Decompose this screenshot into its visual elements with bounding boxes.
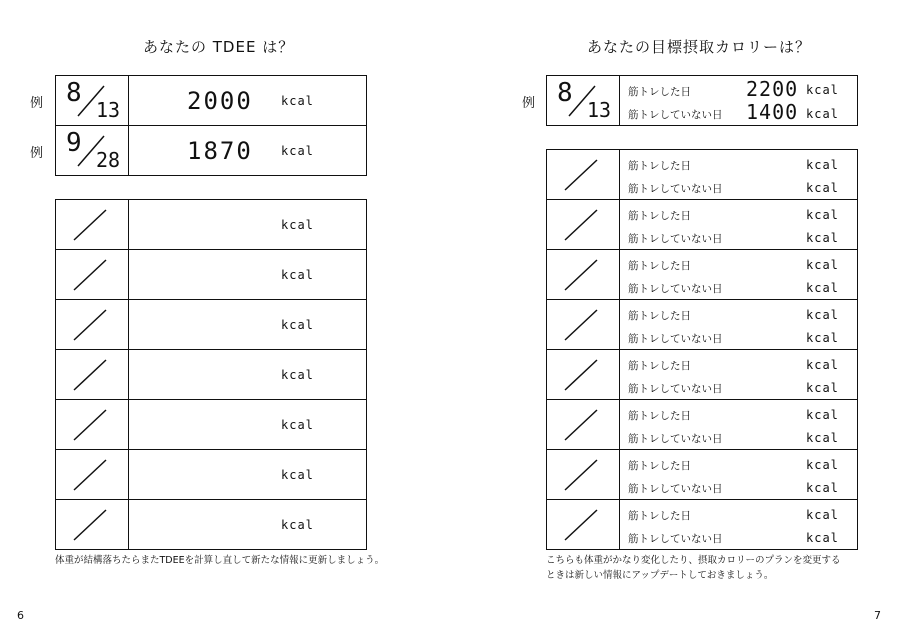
entry-value-cell[interactable]	[620, 200, 858, 250]
date-slash	[70, 356, 110, 392]
tdee-entry-row	[56, 450, 367, 500]
entry-date-cell[interactable]	[547, 400, 620, 450]
kcal-unit: kcal	[806, 107, 839, 121]
entry-date-cell[interactable]	[56, 400, 129, 450]
rest-day-label: 筋トレしていない日	[628, 433, 723, 445]
kcal-unit: kcal	[806, 381, 839, 395]
example-day: 13	[587, 98, 612, 122]
kcal-unit: kcal	[806, 83, 839, 97]
entry-value-cell[interactable]	[129, 300, 367, 350]
kcal-unit: kcal	[281, 94, 314, 108]
kcal-unit: kcal	[281, 318, 314, 332]
training-day-label: 筋トレした日	[628, 86, 691, 98]
training-day-label: 筋トレした日	[628, 410, 691, 422]
entry-date-cell[interactable]	[547, 350, 620, 400]
kcal-unit: kcal	[806, 181, 839, 195]
left-note: 体重が結構落ちたらまたTDEEを計算し直して新たな情報に更新しましょう。	[55, 555, 385, 566]
target-entry-row	[547, 350, 858, 400]
entry-date-cell[interactable]	[547, 150, 620, 200]
entry-value-cell[interactable]	[620, 400, 858, 450]
tdee-entry-row	[56, 350, 367, 400]
kcal-unit: kcal	[806, 408, 839, 422]
tdee-entry-row	[56, 400, 367, 450]
kcal-unit: kcal	[806, 331, 839, 345]
target-entry-row	[547, 300, 858, 350]
page-number-left: 6	[17, 609, 24, 622]
training-day-label: 筋トレした日	[628, 260, 691, 272]
training-day-label: 筋トレした日	[628, 160, 691, 172]
date-slash	[561, 356, 601, 392]
target-entry-table	[546, 149, 858, 550]
kcal-unit: kcal	[281, 268, 314, 282]
example-value-cell	[129, 76, 367, 126]
tdee-entry-table	[55, 199, 367, 550]
date-slash	[70, 306, 110, 342]
example-label: 例	[522, 96, 536, 111]
rest-day-label: 筋トレしていない日	[628, 283, 723, 295]
rest-day-label: 筋トレしていない日	[628, 233, 723, 245]
entry-date-cell[interactable]	[56, 200, 129, 250]
rest-day-label: 筋トレしていない日	[628, 483, 723, 495]
kcal-unit: kcal	[806, 158, 839, 172]
training-day-value: 2200	[746, 77, 799, 101]
example-label: 例	[30, 146, 44, 161]
date-slash	[70, 506, 110, 542]
training-day-label: 筋トレした日	[628, 210, 691, 222]
example-label: 例	[30, 96, 44, 111]
entry-date-cell[interactable]	[547, 500, 620, 550]
example-value-cell	[129, 126, 367, 176]
example-value: 1870	[187, 137, 253, 165]
left-page-title: あなたの TDEE は？	[143, 38, 295, 56]
example-date-cell	[56, 126, 129, 176]
rest-day-label: 筋トレしていない日	[628, 383, 723, 395]
entry-date-cell[interactable]	[56, 300, 129, 350]
target-entry-row	[547, 400, 858, 450]
entry-value-cell[interactable]	[620, 500, 858, 550]
entry-date-cell[interactable]	[56, 450, 129, 500]
target-entry-row	[547, 150, 858, 200]
date-slash	[561, 256, 601, 292]
training-day-label: 筋トレした日	[628, 310, 691, 322]
entry-date-cell[interactable]	[547, 250, 620, 300]
kcal-unit: kcal	[806, 258, 839, 272]
example-day: 28	[96, 148, 121, 172]
training-day-label: 筋トレした日	[628, 510, 691, 522]
kcal-unit: kcal	[806, 508, 839, 522]
rest-day-label: 筋トレしていない日	[628, 109, 723, 121]
entry-value-cell[interactable]	[620, 350, 858, 400]
entry-date-cell[interactable]	[56, 500, 129, 550]
kcal-unit: kcal	[281, 218, 314, 232]
kcal-unit: kcal	[806, 358, 839, 372]
target-entry-row	[547, 250, 858, 300]
date-slash	[561, 306, 601, 342]
entry-value-cell[interactable]	[620, 450, 858, 500]
entry-value-cell[interactable]	[129, 500, 367, 550]
date-slash	[561, 506, 601, 542]
example-date-cell	[547, 76, 620, 126]
entry-value-cell[interactable]	[129, 200, 367, 250]
target-entry-row	[547, 450, 858, 500]
example-month: 9	[66, 128, 82, 158]
date-slash	[70, 256, 110, 292]
entry-value-cell[interactable]	[129, 250, 367, 300]
rest-day-label: 筋トレしていない日	[628, 333, 723, 345]
date-slash	[561, 406, 601, 442]
target-entry-row	[547, 500, 858, 550]
date-slash	[70, 456, 110, 492]
kcal-unit: kcal	[806, 458, 839, 472]
rest-day-label: 筋トレしていない日	[628, 533, 723, 545]
right-page-title: あなたの目標摂取カロリーは？	[587, 38, 812, 56]
date-slash	[561, 156, 601, 192]
entry-value-cell[interactable]	[129, 350, 367, 400]
kcal-unit: kcal	[806, 481, 839, 495]
kcal-unit: kcal	[281, 144, 314, 158]
tdee-entry-row	[56, 300, 367, 350]
kcal-unit: kcal	[806, 431, 839, 445]
rest-day-label: 筋トレしていない日	[628, 183, 723, 195]
example-month: 8	[557, 78, 573, 108]
training-day-label: 筋トレした日	[628, 360, 691, 372]
example-month: 8	[66, 78, 82, 108]
date-slash	[70, 206, 110, 242]
entry-value-cell[interactable]	[620, 150, 858, 200]
rest-day-value: 1400	[746, 100, 799, 124]
kcal-unit: kcal	[281, 518, 314, 532]
entry-date-cell[interactable]	[547, 300, 620, 350]
target-example-table	[546, 75, 858, 126]
date-slash	[561, 456, 601, 492]
target-entry-row	[547, 200, 858, 250]
example-date-cell	[56, 76, 129, 126]
training-day-label: 筋トレした日	[628, 460, 691, 472]
kcal-unit: kcal	[281, 468, 314, 482]
example-day: 13	[96, 98, 121, 122]
right-note-line2: ときは新しい情報にアップデートしておきましょう。	[546, 570, 774, 581]
kcal-unit: kcal	[806, 531, 839, 545]
tdee-entry-row	[56, 200, 367, 250]
kcal-unit: kcal	[806, 308, 839, 322]
kcal-unit: kcal	[806, 208, 839, 222]
right-note-line1: こちらも体重がかなり変化したり、摂取カロリーのプランを変更する	[546, 555, 841, 566]
example-value-cell	[620, 76, 858, 126]
entry-date-cell[interactable]	[547, 450, 620, 500]
date-slash	[70, 406, 110, 442]
tdee-entry-row	[56, 500, 367, 550]
entry-value-cell[interactable]	[620, 300, 858, 350]
entry-date-cell[interactable]	[56, 350, 129, 400]
tdee-entry-row	[56, 250, 367, 300]
kcal-unit: kcal	[281, 418, 314, 432]
entry-value-cell[interactable]	[129, 450, 367, 500]
tdee-example-table	[55, 75, 367, 176]
entry-date-cell[interactable]	[56, 250, 129, 300]
entry-date-cell[interactable]	[547, 200, 620, 250]
entry-value-cell[interactable]	[129, 400, 367, 450]
date-slash	[561, 206, 601, 242]
page-number-right: 7	[874, 609, 881, 622]
entry-value-cell[interactable]	[620, 250, 858, 300]
kcal-unit: kcal	[806, 231, 839, 245]
kcal-unit: kcal	[806, 281, 839, 295]
example-value: 2000	[187, 87, 253, 115]
kcal-unit: kcal	[281, 368, 314, 382]
